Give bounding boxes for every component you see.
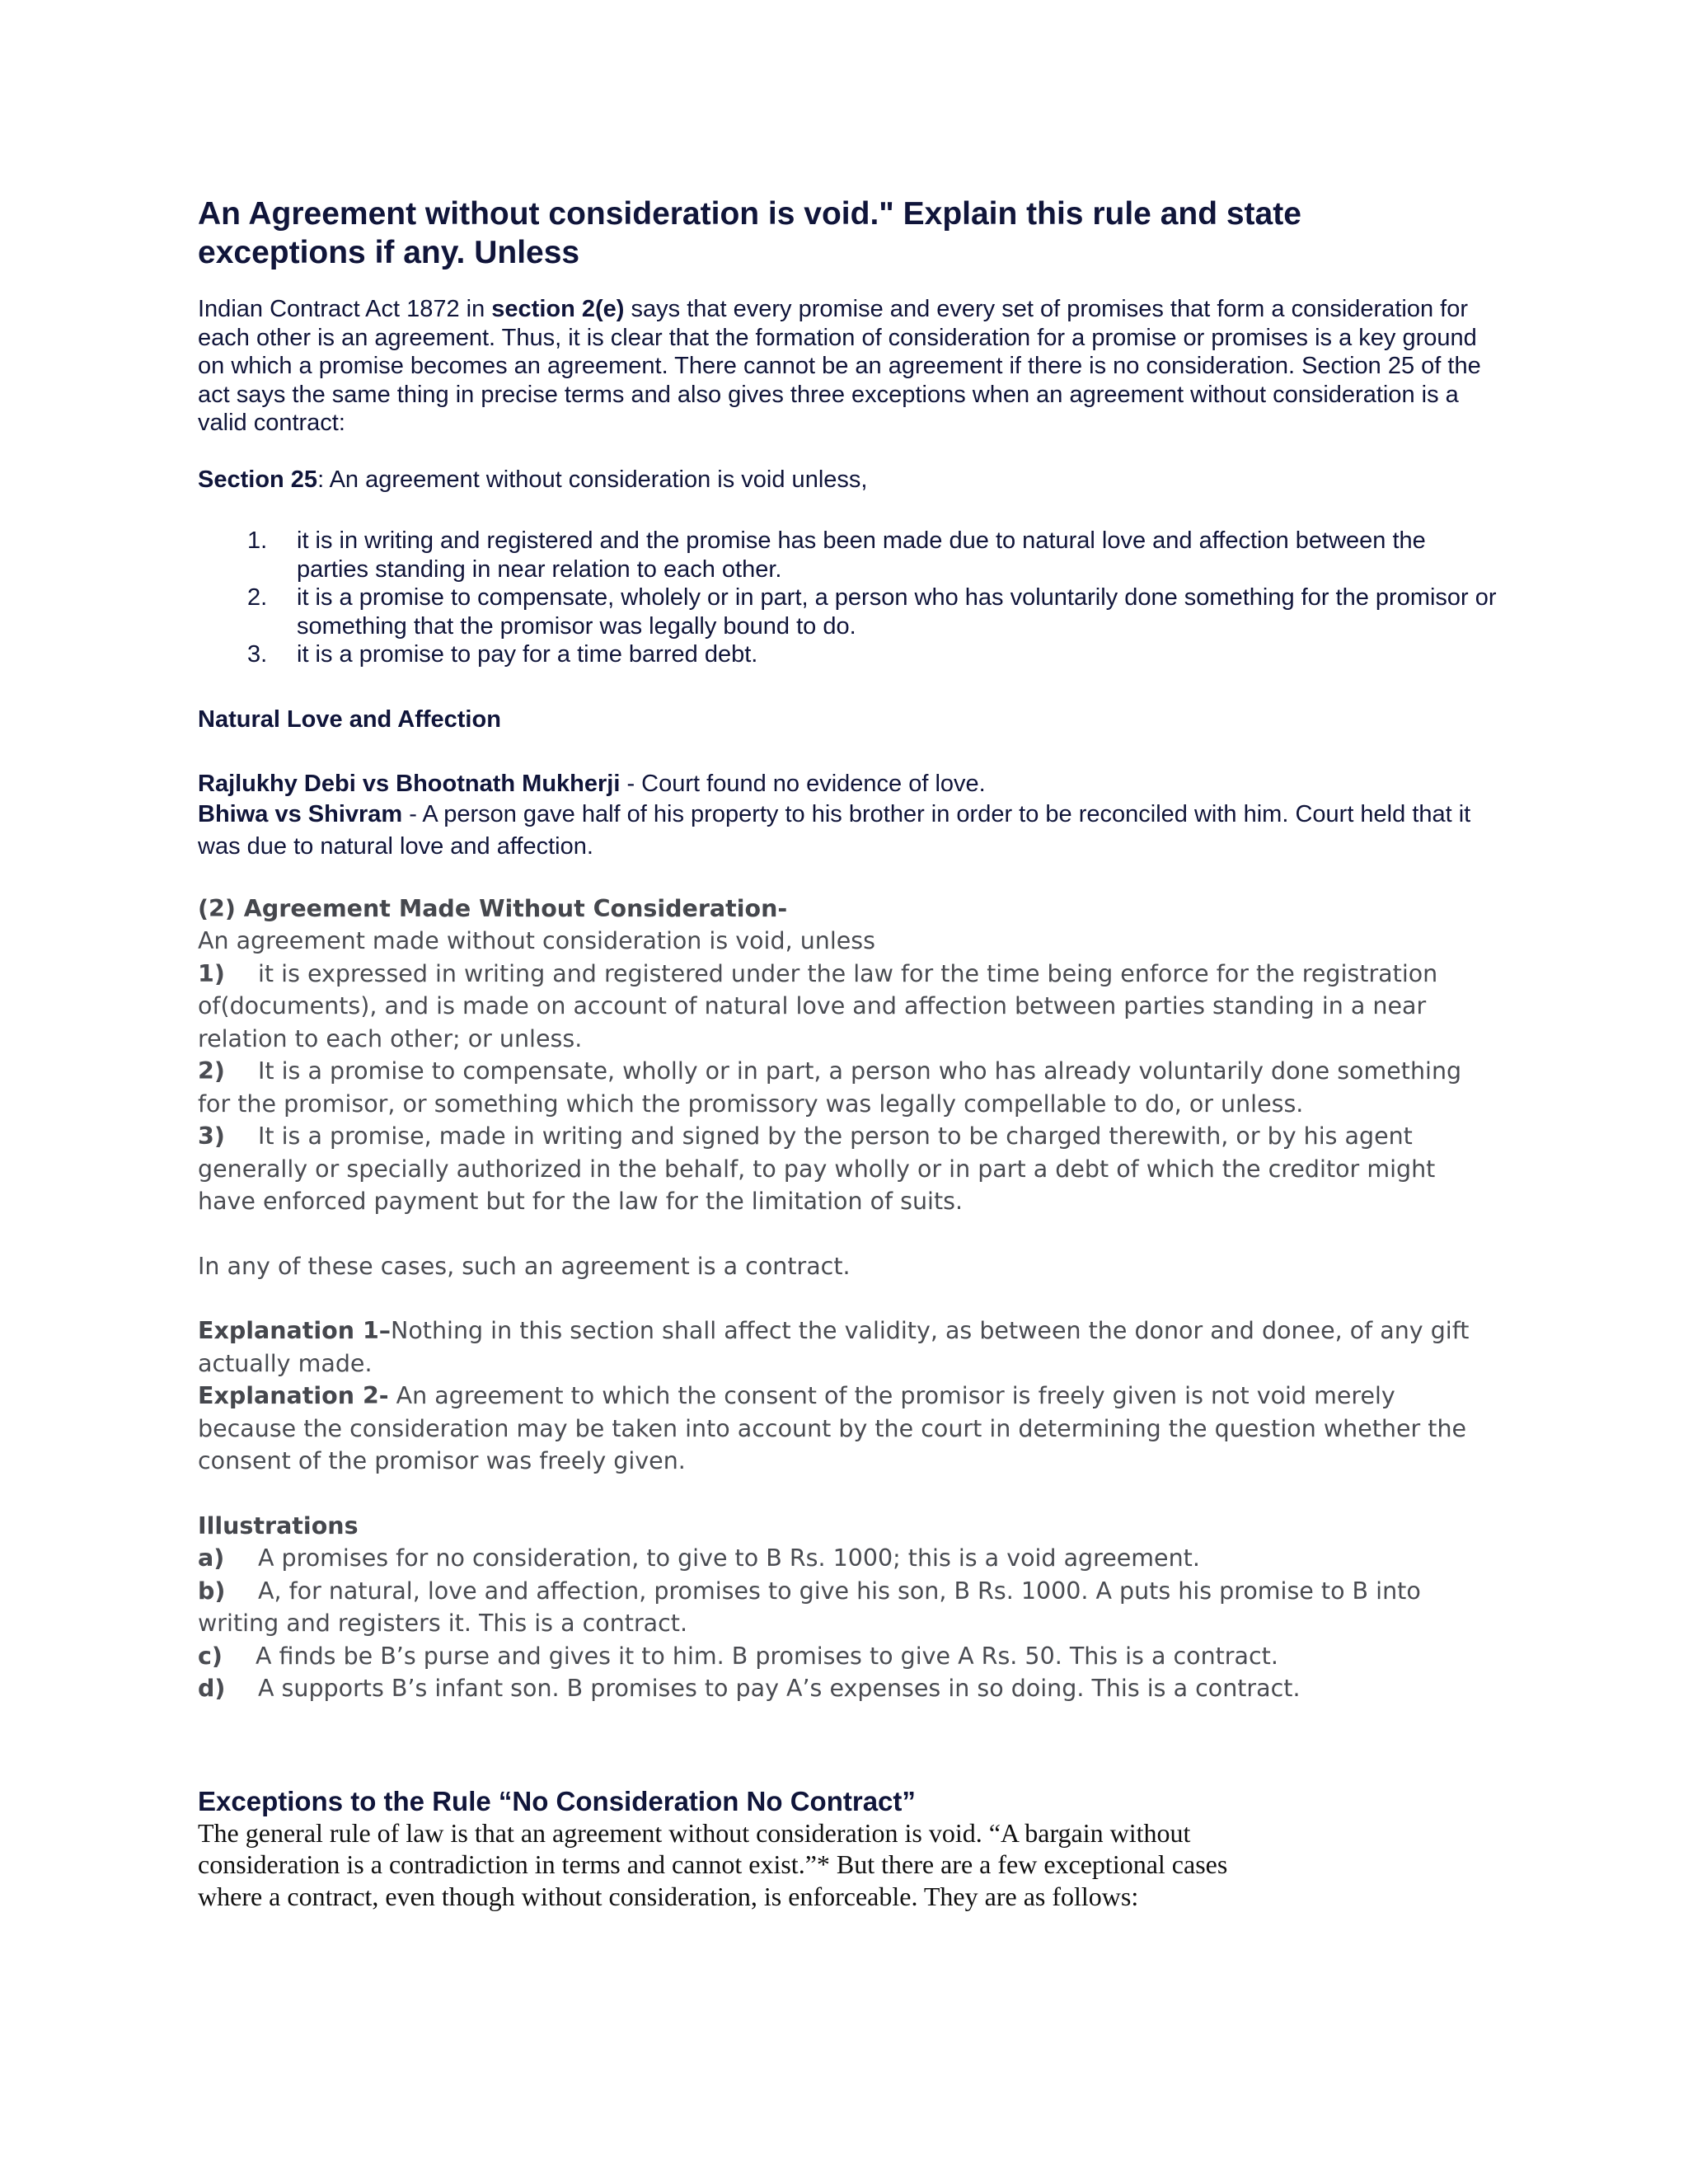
section-25-label: Section 25: [198, 466, 318, 493]
exceptions-rule-paragraph: The general rule of law is that an agreement without consideration is void. “A bargain without consideration is a contradiction in terms and cannot exist.”* But there are a few exceptional cases where a contract, even though without consideration, is enforceable. They are as follows:: [198, 1817, 1228, 1911]
list-item: b) A, for natural, love and affection, promises to give his son, B Rs. 1000. A puts his promise to B into writing and registers it. This is a contract.: [198, 1577, 1421, 1637]
list-item: a) A promises for no consideration, to give to B Rs. 1000; this is a void agreement.: [198, 1544, 1200, 1572]
section-25-line: Section 25: An agreement without consideration is void unless,: [198, 466, 868, 493]
exceptions-rule-heading: Exceptions to the Rule “No Consideration No Contract”: [198, 1785, 916, 1816]
exceptions-list: [198, 527, 1500, 669]
case-rajlukhy: Rajlukhy Debi vs Bhootnath Mukherji - Court found no evidence of love.: [198, 771, 986, 797]
natural-love-heading: Natural Love and Affection: [198, 705, 501, 733]
explanation-1: Explanation 1–Nothing in this section shall affect the validity, as between the donor and donee, of any gift actually made.: [198, 1317, 1470, 1377]
case-bhiwa: Bhiwa vs Shivram - A person gave half of his property to his brother in order to be reconciled with him. Court held that it was due to natural love and affection.: [198, 800, 1471, 860]
page-title: An Agreement without consideration is void." Explain this rule and state exceptions if any. Unless: [198, 196, 1301, 270]
part-two: [198, 893, 1500, 1705]
list-item: 3) It is a promise, made in writing and signed by the person to be charged therewith, or by his agent generally or specially authorized in the behalf, to pay wholly or in part a debt of which the creditor might have enforced payment but for the law for the limitation of suits.: [198, 1122, 1436, 1215]
list-item: d) A supports B’s infant son. B promises to pay A’s expenses in so doing. This is a contract.: [198, 1675, 1301, 1702]
section-2-heading: (2) Agreement Made Without Consideration-: [198, 894, 788, 922]
list-item: 1) it is expressed in writing and registered under the law for the time being enforce for the registration of(documents), and is made on account of natural love and affection between parties standing in a near relation to each other; or unless.: [198, 959, 1438, 1052]
section-2e-ref: section 2(e): [491, 296, 625, 322]
document-page: [198, 194, 1500, 1912]
list-item: c) A finds be B’s purse and gives it to him. B promises to give A Rs. 50. This is a contract.: [198, 1642, 1278, 1670]
part-one: [198, 194, 1500, 863]
illustrations-heading: Illustrations: [198, 1511, 359, 1540]
section-2-intro: An agreement made without consideration is void, unless: [198, 927, 875, 954]
list-item: 2. it is a promise to compensate, wholely or in part, a person who has voluntarily done something for the promisor or something that the promisor was legally bound to do.: [247, 584, 1497, 640]
part-three: [198, 1817, 1500, 1913]
list-item: 1. it is in writing and registered and the promise has been made due to natural love and affection between the parties standing in near relation to each other.: [247, 527, 1426, 583]
conclusion-line: In any of these cases, such an agreement is a contract.: [198, 1252, 851, 1280]
list-item: 2) It is a promise to compensate, wholly or in part, a person who has already voluntarily done something for the promisor, or something which the promissory was legally compellable to do, or unless.: [198, 1057, 1462, 1118]
explanation-2: Explanation 2- An agreement to which the consent of the promisor is freely given is not void merely because the consideration may be taken into account by the court in determining the question whether the consent of the promisor was freely given.: [198, 1382, 1467, 1474]
intro-paragraph: Indian Contract Act 1872 in section 2(e) says that every promise and every set of promises that form a consideration for each other is an agreement. Thus, it is clear that the formation of consideration for a promise or promises is a key ground on which a promise becomes an agreement. There cannot be an agreement if there is no consideration. Section 25 of the act says the same thing in precise terms and also gives three exceptions when an agreement without consideration is a valid contract:: [198, 296, 1481, 436]
list-item: 3. it is a promise to pay for a time barred debt.: [247, 641, 758, 668]
